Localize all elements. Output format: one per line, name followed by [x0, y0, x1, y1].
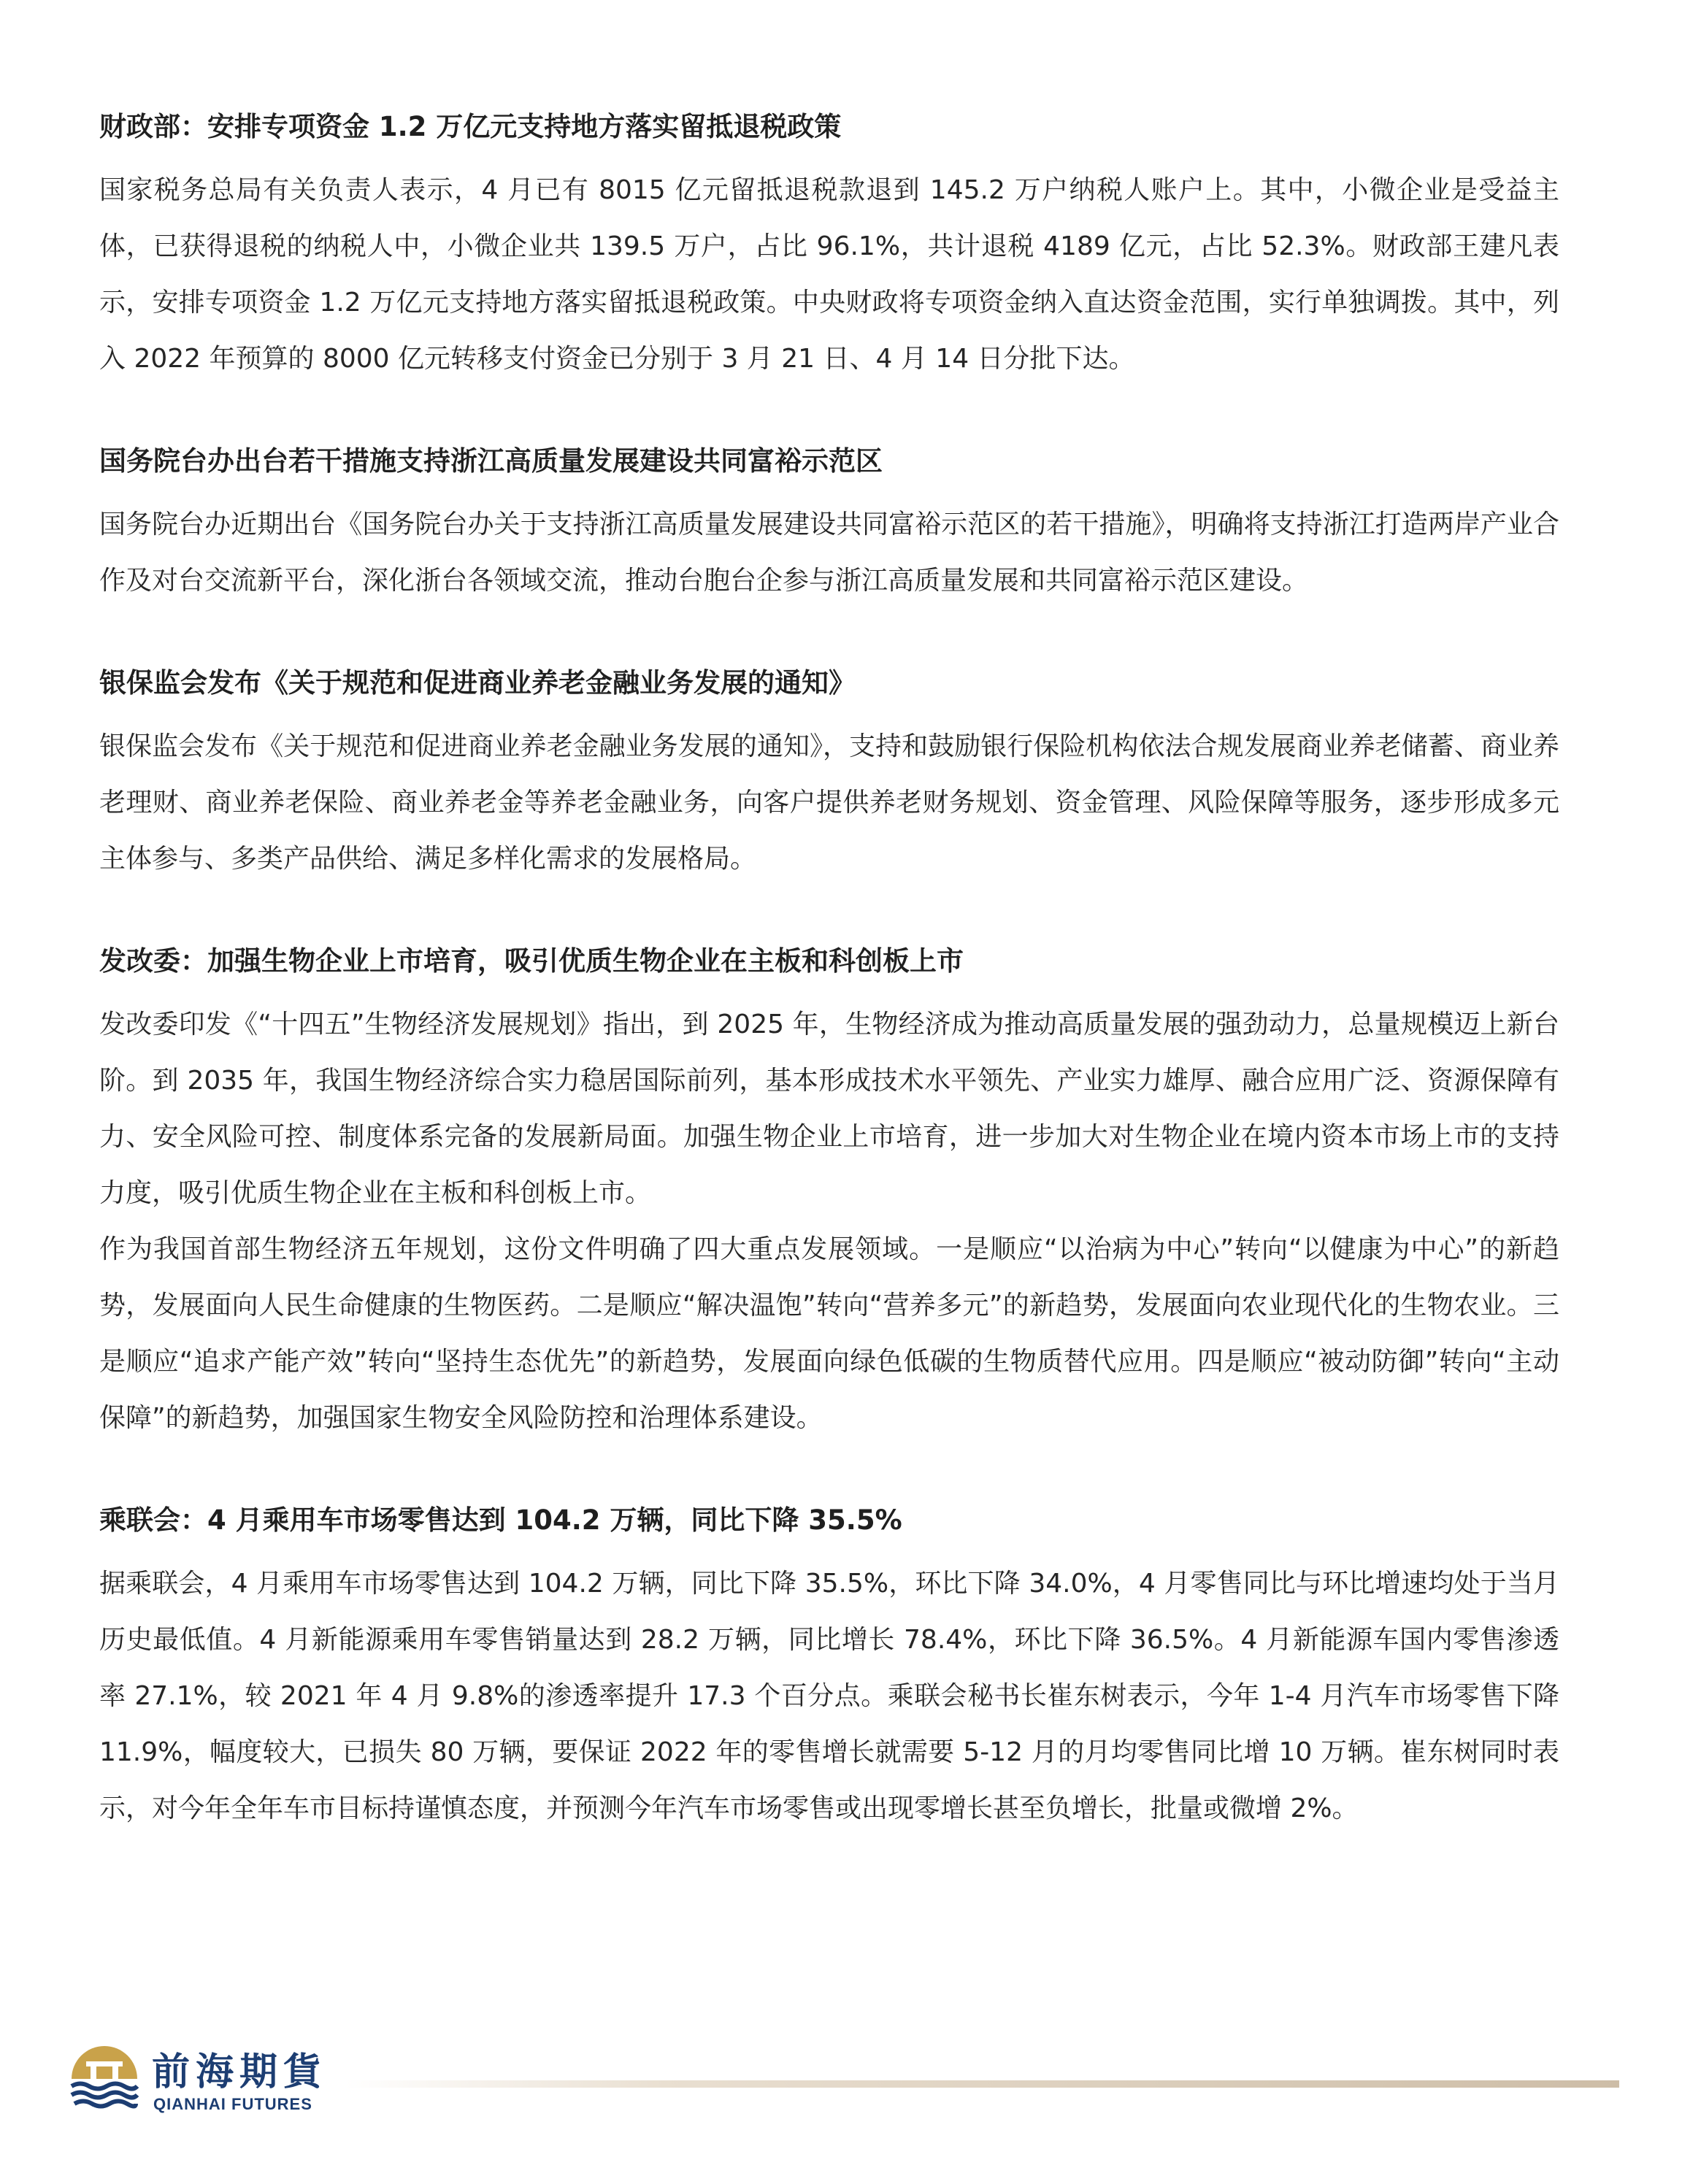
news-section [99, 108, 1559, 387]
section-paragraph: 银保监会发布《关于规范和促进商业养老金融业务发展的通知》，支持和鼓励银行保险机构依法合规发展商业养老储蓄、商业养老理财、商业养老保险、商业养老金等养老金融业务，向客户提供养老财务规划、资金管理、风险保障等服务，逐步形成多元主体参与、多类产品供给、满足多样化需求的发展格局。 [99, 731, 1559, 874]
logo-chinese-name: 前海期貨 [152, 2050, 328, 2094]
section-paragraph: 国务院台办近期出台《国务院台办关于支持浙江高质量发展建设共同富裕示范区的若干措施》，明确将支持浙江打造两岸产业合作及对台交流新平台，深化浙台各领域交流，推动台胞台企参与浙江高质量发展和共同富裕示范区建设。 [99, 510, 1559, 596]
news-section [99, 442, 1559, 609]
news-section [99, 664, 1559, 887]
section-title: 乘联会：4 月乘用车市场零售达到 104.2 万辆，同比下降 35.5% [99, 1504, 902, 1536]
section-title: 银保监会发布《关于规范和促进商业养老金融业务发展的通知》 [99, 667, 856, 699]
section-paragraph: 发改委印发《“十四五”生物经济发展规划》指出，到 2025 年，生物经济成为推动高质量发展的强劲动力，总量规模迈上新台阶。到 2035 年，我国生物经济综合实力稳居国际前列，基本形成技术水平领先、产业实力雄厚、融合应用广泛、资源保障有力、安全风险可控、制度体系完备的发展新局面。加强生物企业上市培育，进一步加大对生物企业在境内资本市场上市的支持力度，吸引优质生物企业在主板和科创板上市。 [99, 1010, 1559, 1208]
qianhai-logo-icon [64, 2037, 145, 2117]
footer-divider [345, 2080, 1619, 2088]
section-title: 国务院台办出台若干措施支持浙江高质量发展建设共同富裕示范区 [99, 445, 883, 477]
page-footer [64, 2037, 1627, 2131]
section-title: 财政部：安排专项资金 1.2 万亿元支持地方落实留抵退税政策 [99, 111, 842, 142]
section-paragraph: 作为我国首部生物经济五年规划，这份文件明确了四大重点发展领域。一是顺应“以治病为中心”转向“以健康为中心”的新趋势，发展面向人民生命健康的生物医药。二是顺应“解决温饱”转向“营养多元”的新趋势，发展面向农业现代化的生物农业。三是顺应“追求产能产效”转向“坚持生态优先”的新趋势，发展面向绿色低碳的生物质替代应用。四是顺应“被动防御”转向“主动保障”的新趋势，加强国家生物安全风险防控和治理体系建设。 [99, 1234, 1559, 1433]
section-paragraph: 国家税务总局有关负责人表示，4 月已有 8015 亿元留抵退税款退到 145.2 万户纳税人账户上。其中，小微企业是受益主体，已获得退税的纳税人中，小微企业共 139.5 万户，占比 96.1%，共计退税 4189 亿元，占比 52.3%。财政部王建凡表示，安排专项资金 1.2 万亿元支持地方落实留抵退税政策。中央财政将专项资金纳入直达资金范围，实行单独调拨。其中，列入 2022 年预算的 8000 亿元转移支付资金已分别于 3 月 21 日、4 月 14 日分批下达。 [99, 175, 1559, 374]
section-title: 发改委：加强生物企业上市培育，吸引优质生物企业在主板和科创板上市 [99, 945, 964, 977]
news-section [99, 942, 1559, 1446]
news-section [99, 1502, 1559, 1837]
document-body [99, 108, 1559, 1892]
section-paragraph: 据乘联会，4 月乘用车市场零售达到 104.2 万辆，同比下降 35.5%，环比下降 34.0%，4 月零售同比与环比增速均处于当月历史最低值。4 月新能源乘用车零售销量达到 28.2 万辆，同比增长 78.4%，环比下降 36.5%。4 月新能源车国内零售渗透率 27.1%，较 2021 年 4 月 9.8%的渗透率提升 17.3 个百分点。乘联会秘书长崔东树表示，今年 1-4 月汽车市场零售下降 11.9%，幅度较大，已损失 80 万辆，要保证 2022 年的零售增长就需要 5-12 月的月均零售同比增 10 万辆。崔东树同时表示，对今年全年车市目标持谨慎态度，并预测今年汽车市场零售或出现零增长甚至负增长，批量或微增 2%。 [99, 1569, 1559, 1823]
logo-english-name: QIANHAI FUTURES [153, 2095, 312, 2113]
